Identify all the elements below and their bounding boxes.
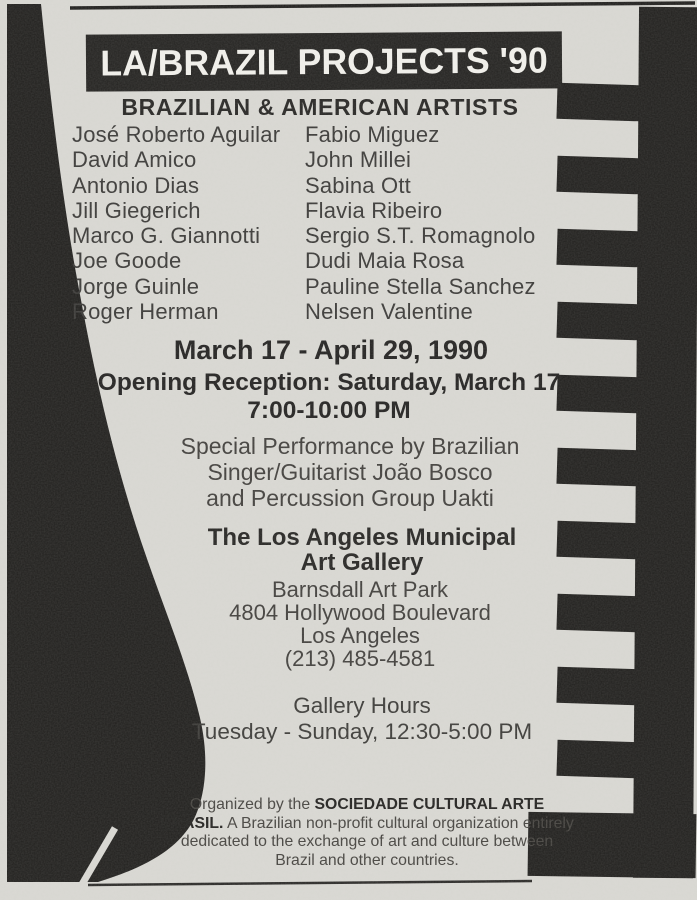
venue-address <box>100 578 620 670</box>
artist-name: John Millei <box>305 147 412 173</box>
artist-name: Sergio S.T. Romagnolo <box>305 223 536 249</box>
artist-name: José Roberto Aguilar <box>72 122 281 147</box>
hours-line: Tuesday - Sunday, 12:30-5:00 PM <box>191 719 533 744</box>
address-line: Barnsdall Art Park <box>271 577 449 602</box>
artist-name: Jorge Guinle <box>72 273 200 299</box>
reception-time: 7:00-10:00 PM <box>247 397 411 424</box>
artist-name: Flavia Ribeiro <box>305 197 443 223</box>
organizer-text: A Brazilian non-profit cultural organization entirely dedicated to the exchange of art and culture between Brazil and other countries. <box>180 814 574 869</box>
organizer-note <box>160 796 574 870</box>
organizer-text: Organized by the <box>189 796 315 813</box>
artist-name: Sabina Ott <box>305 172 411 198</box>
artist-name: Jill Giegerich <box>72 197 201 223</box>
venue-line: The Los Angeles Municipal <box>207 524 517 551</box>
performance-line: and Percussion Group Uakti <box>206 485 494 511</box>
artist-name: Dudi Maia Rosa <box>305 248 465 274</box>
address-line: Los Angeles <box>300 623 420 648</box>
performance-line: Singer/Guitarist João Bosco <box>207 459 493 485</box>
artist-name: Roger Herman <box>72 299 219 325</box>
artist-name: Fabio Miguez <box>305 122 440 147</box>
title-bar <box>86 31 562 91</box>
artist-name: Nelsen Valentine <box>305 299 473 325</box>
artist-name: Marco G. Giannotti <box>72 223 261 249</box>
artist-list <box>72 122 572 324</box>
venue-name <box>102 525 622 575</box>
artist-name: Pauline Stella Sanchez <box>305 273 536 299</box>
artist-name: David Amico <box>72 147 197 173</box>
exhibition-dates: March 17 - April 29, 1990 <box>173 335 489 365</box>
poster-title: LA/BRAZIL PROJECTS '90 <box>100 38 548 84</box>
piano-key-bar <box>633 7 697 878</box>
gallery-hours <box>102 693 622 745</box>
performance-info <box>90 433 610 511</box>
reception-line: Opening Reception: Saturday, March 17 <box>97 369 561 396</box>
hours-title: Gallery Hours <box>293 693 431 718</box>
artist-name: Joe Goode <box>72 248 182 274</box>
organizer-name: SOCIEDADE CULTURAL ARTE BRASIL. <box>160 796 545 832</box>
performance-line: Special Performance by Brazilian <box>180 433 520 459</box>
artist-name: Antonio Dias <box>72 172 200 198</box>
piano-key-tooth <box>556 740 640 779</box>
reception-info <box>60 369 598 425</box>
address-line: 4804 Hollywood Boulevard <box>229 600 491 625</box>
phone-number: (213) 485-4581 <box>284 646 436 671</box>
poster-subtitle: BRAZILIAN & AMERICAN ARTISTS <box>121 94 519 120</box>
venue-line: Art Gallery <box>300 549 424 576</box>
